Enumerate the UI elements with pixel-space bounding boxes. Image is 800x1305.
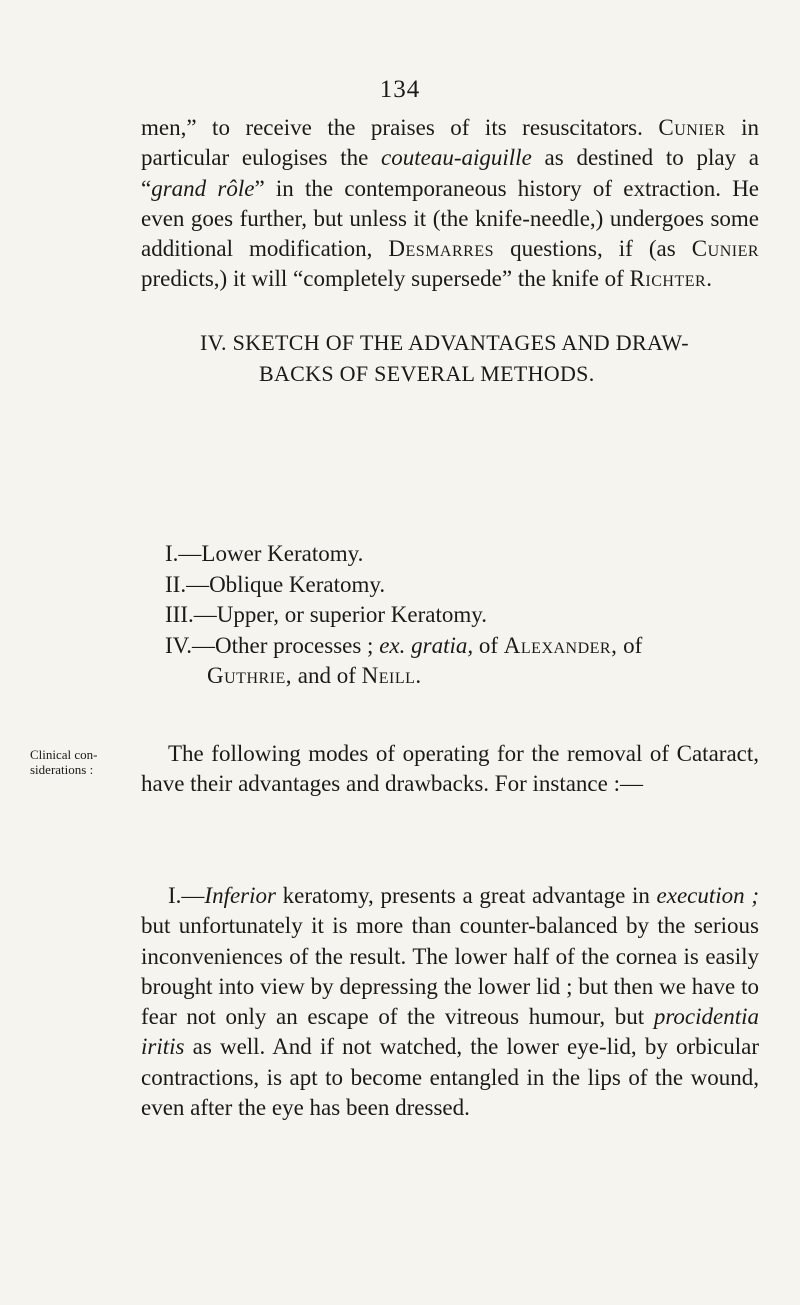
para1-text: men,” to receive the praises of its resuscitators. — [141, 115, 643, 140]
para3-lead: I.— — [168, 883, 205, 908]
method-4-text: of — [623, 632, 643, 658]
name-neill: Neill. — [361, 663, 422, 688]
list-item — [165, 631, 765, 692]
term-execution: execution ; — [656, 883, 760, 908]
term-inferior: Inferior — [204, 883, 276, 908]
margin-note-line-1: Clinical con- — [30, 747, 98, 762]
list-item: III.—Upper, or superior Keratomy. — [165, 602, 488, 627]
para3-text: keratomy, presents a great advantage in — [282, 883, 650, 908]
para3-text: as well. And if not watched, the lower eye-lid, by orbicular contractions, is apt to become entangled in the lips of the wound, even after the eye has been dressed. — [141, 1034, 759, 1121]
term-procidentia-iritis: procidentia iritis — [141, 1004, 759, 1060]
para1-text: ” in the contemporaneous history of extraction. He even goes further, but unless it (the knife-needle,) undergoes some additional modification, — [141, 175, 760, 262]
method-4-prefix: IV.—Other processes ; — [165, 632, 374, 658]
term-ex-gratia: ex. gratia, — [379, 632, 474, 658]
term-couteau-aiguille: couteau-aiguille — [381, 145, 532, 171]
page-number: 134 — [379, 76, 421, 103]
para3-text: but unfortunately it is more than counter-balanced by the serious inconveniences of the result. The lower half of the cornea is easily brought into view by depressing the lower lid ; but then we have to fear not only an escape of the vitreous humour, but — [141, 913, 759, 1030]
method-4-continuation — [165, 661, 765, 692]
heading-line-1: IV. SKETCH OF THE ADVANTAGES AND DRAW- — [200, 330, 689, 355]
paragraph-inferior-keratomy — [141, 881, 759, 1123]
name-richter: Richter. — [629, 266, 713, 292]
section-heading — [200, 327, 720, 389]
methods-list — [165, 539, 765, 692]
name-alexander: Alexander, — [503, 632, 618, 658]
para1-text: questions, if (as — [510, 236, 676, 262]
paragraph-modes — [141, 739, 759, 800]
list-item: I.—Lower Keratomy. — [165, 541, 364, 566]
para1-text: predicts,) it will “completely supersede” the knife of — [141, 266, 624, 292]
paragraph-cunier — [141, 113, 759, 295]
para1-text: in particular eulogises the — [141, 115, 760, 171]
name-cunier: Cunier — [658, 115, 726, 140]
para2-text: The following modes of operating for the removal of Cataract, have their advantages and drawbacks. For instance :— — [141, 741, 759, 797]
method-4-text: and of — [297, 663, 356, 688]
heading-line-2: BACKS OF SEVERAL METHODS. — [259, 361, 595, 386]
name-cunier: Cunier — [691, 236, 760, 262]
term-grand-role: grand rôle — [151, 175, 255, 201]
margin-note-line-2: siderations : — [30, 762, 94, 777]
margin-note — [30, 747, 130, 777]
para1-text: as destined to play a “ — [141, 145, 760, 201]
method-4-text: of — [478, 632, 499, 658]
list-item: II.—Oblique Keratomy. — [165, 571, 386, 597]
name-guthrie: Guthrie, — [207, 663, 293, 688]
name-desmarres: Desmarres — [388, 236, 494, 262]
